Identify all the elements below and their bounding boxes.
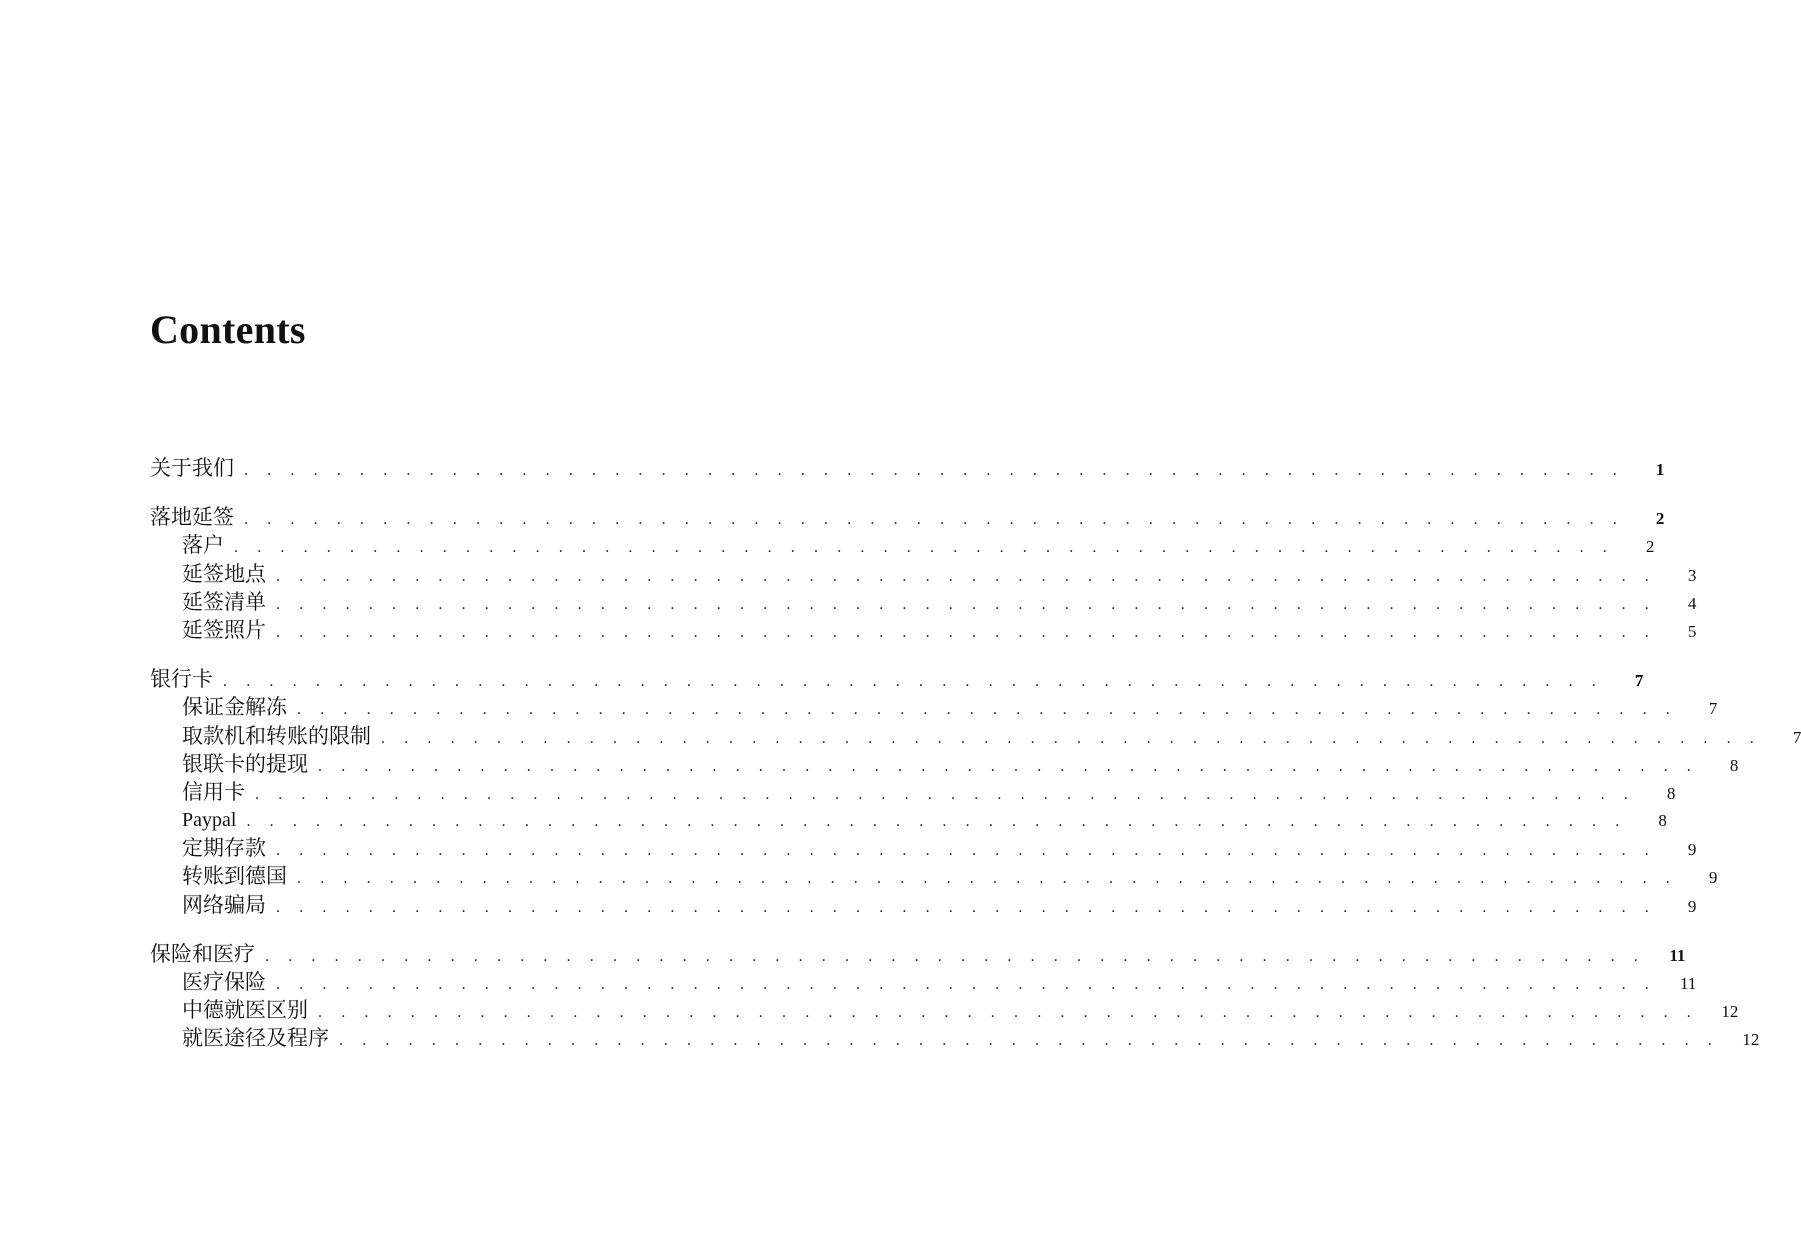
toc-page-number: 9 [1708,868,1718,888]
toc-subentry[interactable] [150,693,1718,721]
toc-entry[interactable] [150,503,1665,531]
toc-entry-title: 信用卡 [182,779,245,804]
toc-subentry[interactable] [150,996,1739,1024]
toc-subentry[interactable] [150,806,1667,834]
dot-leader: . . . . . . . . . . . . . . . . . . . . . . . . . . . . . . . . . . . . . . . . . . . . . . . . . . . . . . . . . . . . [276,976,1657,993]
toc-page-number: 12 [1721,1002,1739,1022]
toc-entry-title: 就医途径及程序 [182,1026,329,1051]
toc-entry-title: Paypal [182,809,237,832]
dot-leader: . . . . . . . . . . . . . . . . . . . . . . . . . . . . . . . . . . . . . . . . . . . . . . . . . . . . . . . . . . . . [234,539,1615,557]
toc-page-number: 2 [1655,509,1665,529]
toc-entry-title: 延签清单 [182,589,266,614]
toc-entry-title: 中德就医区别 [182,998,308,1023]
dot-leader: . . . . . . . . . . . . . . . . . . . . . . . . . . . . . . . . . . . . . . . . . . . . . . . . . . . . . . . . . . . . [318,1004,1699,1022]
dot-leader: . . . . . . . . . . . . . . . . . . . . . . . . . . . . . . . . . . . . . . . . . . . . . . . . . . . . . . . . . . . . [223,673,1604,691]
dot-leader: . . . . . . . . . . . . . . . . . . . . . . . . . . . . . . . . . . . . . . . . . . . . . . . . . . . . . . . . . . . . [318,757,1699,775]
toc-subentry[interactable] [150,862,1718,890]
toc-page-number: 11 [1669,945,1686,965]
dot-leader: . . . . . . . . . . . . . . . . . . . . . . . . . . . . . . . . . . . . . . . . . . . . . . . . . . . . . . . . . . . . [276,898,1657,916]
toc-page-number: 12 [1742,1030,1760,1050]
dot-leader: . . . . . . . . . . . . . . . . . . . . . . . . . . . . . . . . . . . . . . . . . . . . . . . . . . . . . . . . . . . . [276,623,1657,641]
toc-page-number: 3 [1687,565,1697,585]
toc-page-number: 5 [1687,621,1697,641]
dot-leader: . . . . . . . . . . . . . . . . . . . . . . . . . . . . . . . . . . . . . . . . . . . . . . . . . . . . . . . . . . . . [244,511,1625,529]
dot-leader: . . . . . . . . . . . . . . . . . . . . . . . . . . . . . . . . . . . . . . . . . . . . . . . . . . . . . . . . . . . . [246,813,1627,831]
toc-entry-title: 延签照片 [182,617,266,642]
toc-subentry[interactable] [150,616,1697,644]
toc-subentry[interactable] [150,891,1697,919]
toc-page-number: 9 [1687,896,1697,916]
toc-entry[interactable] [150,665,1644,693]
dot-leader: . . . . . . . . . . . . . . . . . . . . . . . . . . . . . . . . . . . . . . . . . . . . . . . . . . . . . . . . . . . . [265,947,1646,965]
toc-entry-title: 医疗保险 [182,970,266,994]
toc-entry-title: 定期存款 [182,836,266,861]
toc-subentry[interactable] [150,722,1801,750]
toc-page-number: 7 [1634,671,1644,691]
toc-page-number: 9 [1687,840,1697,860]
toc-subentry[interactable] [150,560,1697,588]
toc-entry-title: 银联卡的提现 [182,751,308,776]
dot-leader: . . . . . . . . . . . . . . . . . . . . . . . . . . . . . . . . . . . . . . . . . . . . . . . . . . . . . . . . . . . . [339,1032,1720,1050]
toc-page-number: 7 [1708,699,1718,719]
toc-chapter-visa-extension [150,503,1697,644]
toc-entry[interactable] [150,940,1686,968]
toc-entry-title: 取款机和转账的限制 [182,723,371,748]
toc-subentry[interactable] [150,531,1655,559]
toc-entry-title: 落地延签 [150,505,234,530]
toc-subentry[interactable] [150,588,1697,616]
toc-chapter-bank-card [150,665,1801,919]
toc-entry-title: 保证金解冻 [182,695,287,720]
toc-entry-title: 保险和医疗 [150,941,255,966]
toc-entry-title: 转账到德国 [182,864,287,889]
toc-chapter-about-us [150,454,1665,482]
table-of-contents [150,454,1801,1074]
toc-page-number: 7 [1792,727,1801,747]
dot-leader: . . . . . . . . . . . . . . . . . . . . . . . . . . . . . . . . . . . . . . . . . . . . . . . . . . . . . . . . . . . . [297,701,1678,719]
toc-page-number: 11 [1680,974,1697,993]
dot-leader: . . . . . . . . . . . . . . . . . . . . . . . . . . . . . . . . . . . . . . . . . . . . . . . . . . . . . . . . . . . . [297,870,1678,888]
toc-page-number: 8 [1729,755,1739,775]
toc-chapter-insurance-medical [150,940,1760,1053]
toc-page-number: 2 [1645,537,1655,557]
toc-entry[interactable] [150,454,1665,482]
dot-leader: . . . . . . . . . . . . . . . . . . . . . . . . . . . . . . . . . . . . . . . . . . . . . . . . . . . . . . . . . . . . [276,842,1657,860]
toc-entry-title: 关于我们 [150,456,234,480]
toc-subentry[interactable] [150,750,1739,778]
dot-leader: . . . . . . . . . . . . . . . . . . . . . . . . . . . . . . . . . . . . . . . . . . . . . . . . . . . . . . . . . . . . [381,729,1762,747]
toc-page-number: 8 [1666,783,1676,803]
toc-subentry[interactable] [150,834,1697,862]
toc-page-number: 1 [1655,460,1665,479]
dot-leader: . . . . . . . . . . . . . . . . . . . . . . . . . . . . . . . . . . . . . . . . . . . . . . . . . . . . . . . . . . . . [276,595,1657,613]
page-title: Contents [150,307,306,352]
dot-leader: . . . . . . . . . . . . . . . . . . . . . . . . . . . . . . . . . . . . . . . . . . . . . . . . . . . . . . . . . . . . [276,567,1657,585]
toc-entry-title: 银行卡 [150,667,213,692]
toc-entry-title: 延签地点 [182,561,266,586]
toc-entry-title: 落户 [182,533,224,558]
toc-subentry[interactable] [150,1024,1760,1052]
dot-leader: . . . . . . . . . . . . . . . . . . . . . . . . . . . . . . . . . . . . . . . . . . . . . . . . . . . . . . . . . . . . [244,462,1625,479]
toc-subentry[interactable] [150,778,1676,806]
toc-page-number: 8 [1658,811,1667,831]
toc-entry-title: 网络骗局 [182,892,266,917]
toc-page-number: 4 [1687,593,1697,613]
dot-leader: . . . . . . . . . . . . . . . . . . . . . . . . . . . . . . . . . . . . . . . . . . . . . . . . . . . . . . . . . . . . [255,785,1636,803]
toc-subentry[interactable] [150,968,1697,996]
